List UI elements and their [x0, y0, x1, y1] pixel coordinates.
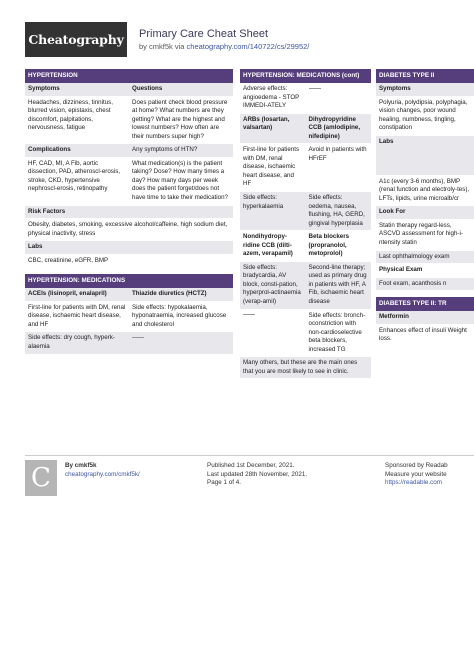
col-header-complications: Complications: [28, 146, 71, 154]
cheatography-logo[interactable]: Cheatography: [25, 22, 127, 57]
section-heading-hypertension: HYPERTENSION: [25, 69, 233, 83]
page-title: Primary Care Cheat Sheet: [139, 28, 268, 40]
column-3: [376, 69, 474, 347]
column-1: [25, 69, 233, 355]
table-row: [376, 136, 474, 176]
cheatography-c-logo[interactable]: C: [25, 460, 57, 496]
empty-cell: [129, 332, 233, 353]
table-row: [25, 241, 233, 255]
footer-sponsor: [385, 462, 474, 488]
sponsor-link[interactable]: https://readable.com: [385, 479, 443, 487]
table-row: [240, 310, 371, 358]
metformin-text: Enhances effect of insuli Weight loss.: [379, 326, 467, 343]
metformin-header: Metformin: [379, 313, 409, 321]
table-row: [240, 144, 371, 192]
table-row: [240, 83, 371, 114]
dhp-ccb-header: Dihydropyridine CCB (amlodipine, nifedipine): [308, 115, 361, 140]
table-row: [25, 206, 233, 220]
thiazide-side-effects: Side effects: hypokalaemia, hyponatraemia, increased glucose and cholesterol: [132, 303, 227, 328]
published-date: Published 1st December, 2021.: [207, 462, 295, 469]
table-row: [376, 251, 474, 265]
footer-divider: [25, 455, 474, 456]
table-row: [376, 264, 474, 278]
complications-text: HF, CAD, MI, A Fib, aortic dissection, PAD, atheroscl-erosis, stroke, CKD, hypertensive nephroscl-erosis, retinopathy: [28, 159, 121, 193]
ndhp-ccb-header: Nondihydropy-ridine CCB (dilti-azem, verapamil): [243, 233, 293, 258]
section-heading-diabetes-treatment: DIABETES TYPE II: TR: [376, 297, 474, 311]
table-row: [25, 255, 233, 269]
risk-factors-text: Obesity, diabetes, smoking, excessive alcohol/caffeine, high sodium diet, physical inactivity, stress: [28, 221, 228, 237]
author-profile-link[interactable]: cheatography.com/cmkf5k/: [65, 470, 140, 478]
physical-exam-header: Physical Exam: [379, 266, 423, 274]
labs-header: Labs: [28, 243, 43, 251]
table-row: [376, 220, 474, 251]
arbs-use-text: First-line for patients with DM, renal disease, ischaemic heart disease, and HF: [243, 146, 300, 188]
subtitle: [139, 42, 309, 52]
physical-exam-text: Foot exam, acanthosis n: [379, 279, 447, 287]
table-row: [240, 262, 371, 310]
table-row: [376, 176, 474, 207]
table-row: [376, 97, 474, 136]
question-htn-symptoms: Any symptoms of HTN?: [132, 146, 198, 154]
table-row: [240, 357, 371, 379]
col-header-questions: Questions: [132, 85, 163, 92]
arbs-header: ARBs (losartan, valsartan): [243, 115, 290, 132]
table-row: [240, 192, 371, 231]
beta-blockers-use: Second-line therapy; used as primary drug in patients with HF, A Fib, ischaemic heart disease: [308, 263, 367, 306]
risk-factors-header: Risk Factors: [28, 207, 66, 215]
table-row: [376, 83, 474, 97]
acei-side-effects: Side effects: dry cough, hyperk-alaemia: [28, 334, 115, 351]
diabetes-symptoms-text: Polyuria, polydipsia, polyphagia, vision changes, poor wound healing, numbness, tingling, constipation: [379, 98, 468, 132]
table-row: [240, 114, 371, 145]
col-header-symptoms: Symptoms: [28, 85, 60, 92]
question-medications: What medication(s) is the patient taking? Dose? How many times a day? How many days per week does the patient forget/does not have time to take their medication?: [132, 159, 228, 202]
separator-line: [132, 337, 144, 338]
table-row: [25, 97, 233, 145]
empty-cell: [306, 83, 372, 113]
labs-text: CBC, creatinine, eGFR, BMP: [28, 256, 109, 264]
sponsor-text: Sponsored by Readab: [385, 462, 448, 469]
table-row: [25, 83, 233, 97]
separator-line: [309, 88, 321, 89]
medications-note: Many others, but these are the main ones that you are most likely to see in clinic.: [243, 359, 358, 375]
table-row: [376, 325, 474, 347]
beta-blockers-side-effects: Side effects: bronch-oconstriction with non-cardioselective beta blockers, increased TG: [308, 311, 366, 353]
page-number: Page 1 of 4.: [207, 479, 241, 487]
adverse-effects-text: Adverse effects: angioedema - STOP IMMEDI-ATELY: [243, 85, 300, 110]
statin-text: Statin therapy regard-less, ASCVD assessment for high-i-ntensity statin: [379, 221, 463, 247]
beta-blockers-header: Beta blockers (propranolol, metoprolol): [308, 233, 350, 258]
diabetes-symptoms-header: Symptoms: [379, 85, 411, 92]
diabetes-labs-text: A1c (every 3-6 months), BMP (renal function and electroly-tes), LFTs, lipids, urine microalb/cr: [379, 177, 470, 202]
footer-byline: By cmkf5k: [65, 462, 97, 469]
table-row: [25, 144, 233, 158]
questions-text: Does patient check blood pressure at home? What numbers are they getting? What are the highest and lowest numbers? How often are their numbers super high?: [132, 98, 228, 140]
table-row: [25, 332, 233, 354]
author-byline: by cmkf5k via: [139, 42, 185, 51]
dhp-avoid-text: Avoid in patients with HFrEF: [308, 146, 367, 162]
table-row: [25, 302, 233, 333]
table-row: [25, 288, 233, 302]
table-row: [25, 219, 233, 241]
table-row: [376, 206, 474, 220]
sheet-url-link[interactable]: cheatography.com/140722/cs/29952/: [186, 42, 310, 51]
sponsor-tagline: Measure your website: [385, 470, 447, 478]
table-row: [376, 278, 474, 292]
ophthalmology-text: Last ophthalmology exam: [379, 252, 450, 260]
header: [25, 22, 474, 57]
footer: [25, 460, 474, 500]
updated-date: Last updated 28th November, 2021.: [207, 470, 308, 478]
empty-cell: [240, 310, 306, 357]
section-heading-diabetes: DIABETES TYPE II: [376, 69, 474, 83]
footer-author: [65, 462, 140, 479]
table-row: [25, 158, 233, 206]
thiazide-header: Thiazide diuretics (HCTZ): [132, 290, 207, 298]
table-row: [240, 231, 371, 262]
symptoms-text: Headaches, dizziness, tinnitus, blurred vision, epistaxis, chest discomfort, palpitations, nervousness, fatigue: [28, 98, 113, 132]
acei-use-text: First-line for patients with DM, renal disease, ischaemic heart disease, and HF: [28, 303, 126, 328]
arbs-side-effects: Side effects: hyperkalaemia: [243, 194, 284, 210]
diabetes-labs-header: Labs: [379, 137, 394, 145]
separator-line: [243, 314, 255, 315]
column-2: [240, 69, 371, 379]
look-for-header: Look For: [379, 208, 406, 216]
dhp-side-effects: Side effects: oedema, nausea, flushing, HA, GERD, gingival hyperplasia: [308, 194, 365, 227]
table-row: [376, 311, 474, 325]
footer-dates: [207, 462, 307, 488]
ndhp-side-effects: Side effects: bradycardia, AV block, consti-pation, hyperprol-actinaemia (verap-amil): [243, 263, 301, 306]
section-heading-hypertension-medications: HYPERTENSION: MEDICATIONS: [25, 274, 233, 288]
section-heading-medications-cont: HYPERTENSION: MEDICATIONS (cont): [240, 69, 371, 83]
acei-header: ACEIs (lisinopril, enalapril): [28, 290, 107, 298]
